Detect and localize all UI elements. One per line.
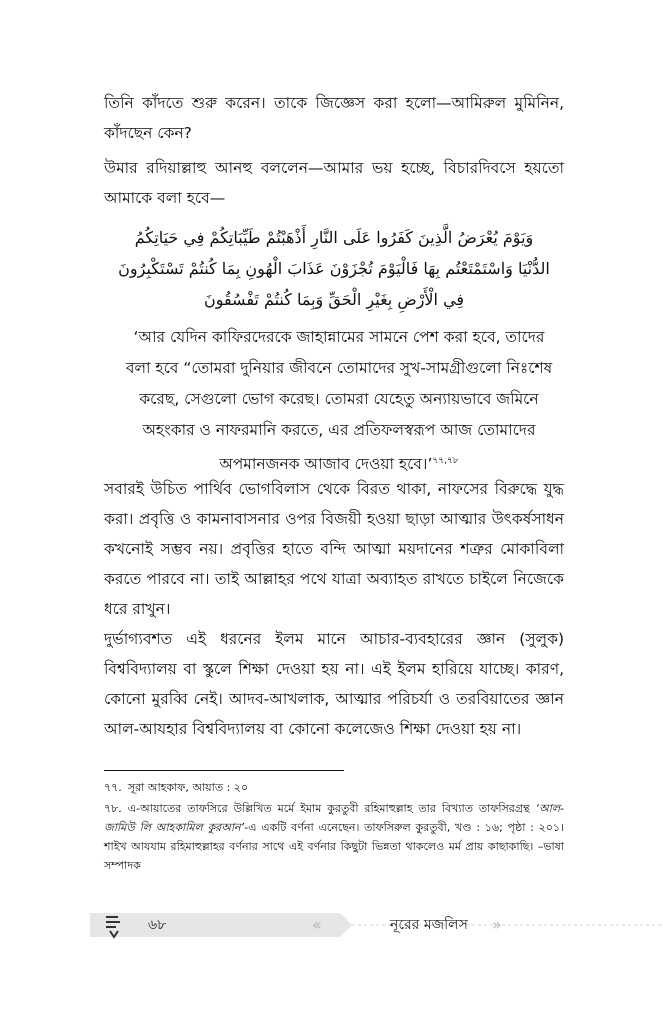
page-number: ৬৮ [148, 917, 167, 933]
footnote-78-number: ৭৮. [104, 802, 122, 815]
paragraph-4-text: দুর্ভাগ্যবশত এই ধরনের ইলম মানে আচার-ব্যবহারের জ্ঞান (সুলুক) বিশ্ববিদ্যালয় বা স্কুলে শিক্ষা দেওয়া হয় না। এই ইলম হারিয়ে যাচ্ছে। কারণ, কোনো মুরব্বি নেই। আদব-আখলাক, আত্মার পরিচর্যা ও তরবিয়াতের জ্ঞান আল-আযহার বিশ্ববিদ্যালয় বা কোনো কলেজেও শিক্ষা দেওয়া হয় না। [104, 630, 564, 738]
paragraph-3-text: সবারই উচিত পার্থিব ভোগবিলাস থেকে বিরত থাকা, নাফসের বিরুদ্ধে যুদ্ধ করা। প্রবৃত্তি ও কামনাবাসনার ওপর বিজয়ী হওয়া ছাড়া আত্মার উৎকর্ষসাধন কখনোই সম্ভব নয়। প্রবৃত্তির হাতে বন্দি আত্মা ময়দানের শত্রুর মোকাবিলা করতে পারবে না। তাই আল্লাহর পথে যাত্রা অব্যাহত রাখতে চাইলে নিজেকে ধরে রাখুন। [104, 480, 564, 618]
verse-translation [124, 322, 554, 480]
footnote-78-book-title: ‘আল-জামিউ লি আহকামিল কুরআন’ [104, 802, 564, 834]
chevron-left-icon: « [312, 915, 322, 934]
footnote-77-text: সূরা আহকাফ, আয়াত : ২০ [127, 781, 249, 794]
translation-text: ‘আর যেদিন কাফিরদেরকে জাহান্নামের সামনে পেশ করা হবে, তাদের বলা হবে “তোমরা দুনিয়ার জীবনে তোমাদের সুখ-সামগ্রীগুলো নিঃশেষ করেছ, সেগুলো ভোগ করেছ। তোমরা যেহেতু অন্যায়ভাবে জমিনে অহংকার ও নাফরমানি করতে, এর প্রতিফলস্বরূপ আজ তোমাদের অপমানজনক আজাব দেওয়া হবে।’ [125, 328, 553, 474]
quran-line-2: الدُّنْيَا وَاسْتَمْتَعْتُم بِهَا فَالْيَوْمَ تُجْزَوْنَ عَذَابَ الْهُونِ بِمَا كُنتُمْ تَسْتَكْبِرُونَ [118, 259, 550, 278]
footnote-divider [104, 770, 344, 771]
paragraph-2 [104, 153, 564, 213]
quran-line-1: وَيَوْمَ يُعْرَضُ الَّذِينَ كَفَرُوا عَلَى النَّارِ أَذْهَبْتُمْ طَيِّبَاتِكُمْ فِي حَيَاتِكُمُ [134, 228, 534, 247]
footnote-refs[interactable]: ৭৭,৭৮ [432, 456, 459, 466]
book-logo-icon [102, 911, 126, 939]
paragraph-1 [104, 88, 564, 148]
quran-line-3: فِي الْأَرْضِ بِغَيْرِ الْحَقِّ وَبِمَا كُنتُمْ تَفْسُقُونَ [203, 290, 465, 309]
paragraph-4 [104, 624, 564, 744]
paragraph-2-text: উমার রদিয়াল্লাহু আনহু বললেন—আমার ভয় হচ্ছে, বিচারদিবসে হয়তো আমাকে বলা হবে— [104, 159, 564, 207]
paragraph-3 [104, 474, 564, 624]
footnote-77 [104, 778, 564, 797]
quran-verse [104, 222, 564, 315]
footnote-78-text-b: -এ একটি বর্ণনা এনেছেন। তাফসিরুল কুরতুবী, খণ্ড : ১৬; পৃষ্ঠা : ২০১। শাইখ আযযাম রহিমাহুল্লাহর বর্ণনার সাথে এই বর্ণনার কিছুটা ভিন্নতা থাকলেও মর্ম প্রায় কাছাকাছি। –ভাষা সম্পাদক [104, 821, 564, 872]
book-title: নূরের মজলিস [390, 917, 468, 933]
chevron-right-icon: » [492, 915, 502, 934]
footnote-78-text-a: এ-আয়াতের তাফসিরে উল্লিখিত মর্মে ইমাম কুরতুবী রহিমাহুল্লাহ তার বিখ্যাত তাফসিরগ্রন্থ [127, 802, 536, 815]
paragraph-1-text: তিনি কাঁদতে শুরু করেন। তাকে জিজ্ঞেস করা হলো—আমিরুল মুমিনিন, কাঁদছেন কেন? [104, 94, 564, 142]
footer-band [90, 913, 663, 937]
footnote-78 [104, 799, 564, 875]
footnote-77-number: ৭৭. [104, 781, 122, 794]
page-footer [90, 905, 663, 945]
